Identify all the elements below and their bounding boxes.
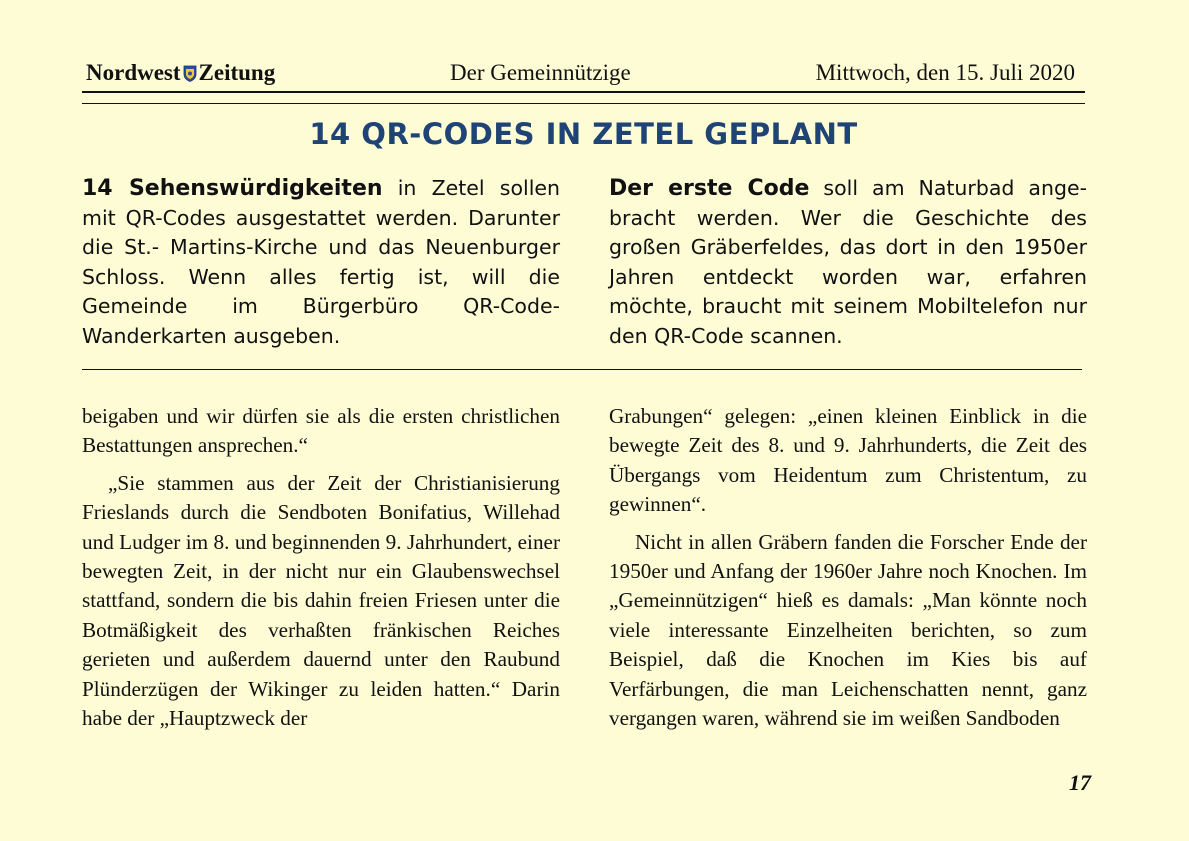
issue-date: Mittwoch, den 15. Juli 2020 — [815, 60, 1075, 85]
body-paragraph: Nicht in allen Gräbern fanden die Forscher Ende der 1950er und Anfang der 1960er Jahre noch Knochen. Im „Gemeinnützigen“ hieß es damals: „Man könnte noch viele interessante Einzelheiten berichten, so zum Beispiel, daß die Knochen im Kies bis auf Verfärbungen, die man Leichenschatten nennt, ganz vergangen waren, während sie im weißen Sandboden — [609, 529, 1087, 731]
intro-right-text: soll am Naturbad angebracht werden. Wer die Geschichte des großen Gräberfeldes, das dort in den 1950er Jahren entdeckt worden war, erfahren möchte, braucht mit seinem Mobiltelefon nur den QR-Code scannen. — [609, 176, 1087, 348]
header-rule-thin — [82, 103, 1085, 104]
coat-of-arms-icon — [183, 65, 197, 82]
intro-right — [609, 174, 1087, 351]
masthead — [82, 58, 1085, 88]
intro-divider — [82, 369, 1082, 370]
intro-left-text: in Zetel sollen mit QR-Codes ausgestattet werden. Darunter die St.- Martins-Kirche und das Neuenburger Schloss. Wenn alles fertig ist, will die Gemeinde im Bürgerbüro QR-Code-Wanderkarten ausgeben. — [82, 176, 560, 348]
intro-right-lead: Der erste Code — [609, 176, 810, 201]
page-number: 17 — [1069, 770, 1091, 795]
body-paragraph: „Sie stammen aus der Zeit der Christianisierung Frieslands durch die Sendboten Bonifatius, Willehad und Ludger im 8. und beginnenden 9. Jahrhundert, einer bewegten Zeit, in der nicht nur ein Glaubenswechsel stattfand, sondern die bis dahin freien Friesen unter die Botmäßigkeit des verhaßten fränkischen Reiches gerieten und außerdem dauernd unter den Raubund Plünderzügen der Wikinger zu leiden hatten.“ Darin habe der „Hauptzweck der — [82, 470, 560, 731]
intro-left — [82, 174, 560, 351]
newspaper-brand — [86, 58, 275, 88]
header-rule-thick — [82, 91, 1085, 93]
brand-name-right: Zeitung — [198, 60, 276, 85]
body-paragraph: beigaben und wir dürfen sie als die ersten christlichen Bestattungen ansprechen.“ — [82, 404, 560, 458]
brand-name-left: Nordwest — [86, 60, 181, 85]
body-paragraph: Grabungen“ gelegen: „einen kleinen Einblick in die bewegte Zeit des 8. und 9. Jahrhunderts, die Zeit des Übergangs vom Heidentum zum Christentum, zu gewinnen“. — [609, 404, 1087, 517]
body-column-left — [82, 402, 560, 733]
body-column-right — [609, 402, 1087, 733]
article-headline: 14 QR-CODES IN ZETEL GEPLANT — [309, 117, 858, 151]
section-title: Der Gemeinnützige — [450, 60, 631, 85]
intro-left-lead: 14 Sehenswürdigkeiten — [82, 176, 383, 201]
